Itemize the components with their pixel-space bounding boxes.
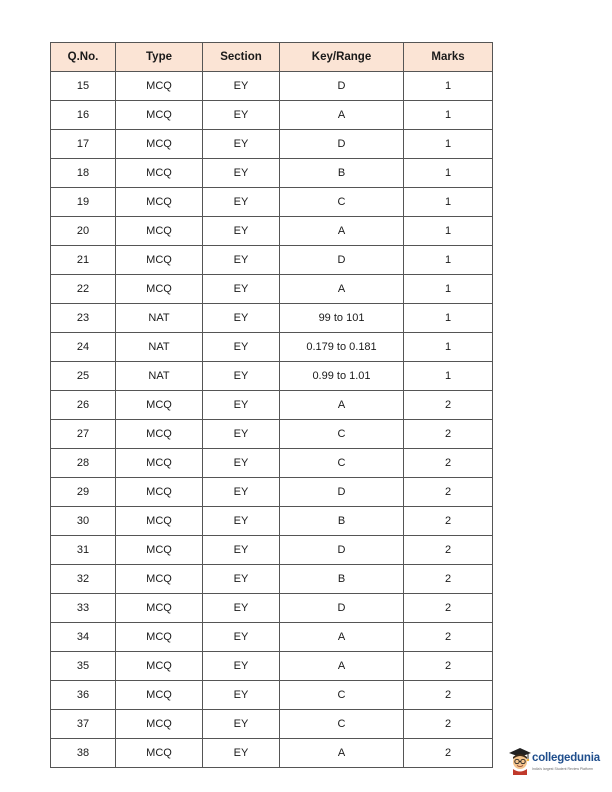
answer-key-table: [50, 42, 493, 768]
cell-marks: 1: [404, 246, 493, 275]
header-key-range: Key/Range: [280, 43, 404, 72]
cell-key-range: 0.179 to 0.181: [280, 333, 404, 362]
cell-key-range: B: [280, 565, 404, 594]
cell-section: EY: [203, 536, 280, 565]
cell-qno: 15: [51, 72, 116, 101]
cell-marks: 2: [404, 681, 493, 710]
cell-type: MCQ: [116, 565, 203, 594]
cell-key-range: C: [280, 420, 404, 449]
table-row: [51, 565, 493, 594]
logo-wordmark: collegedunia: [532, 752, 600, 764]
cell-type: MCQ: [116, 652, 203, 681]
cell-marks: 2: [404, 478, 493, 507]
cell-marks: 1: [404, 275, 493, 304]
cell-type: MCQ: [116, 681, 203, 710]
cell-section: EY: [203, 739, 280, 768]
cell-marks: 2: [404, 710, 493, 739]
header-qno: Q.No.: [51, 43, 116, 72]
table-row: [51, 391, 493, 420]
cell-qno: 37: [51, 710, 116, 739]
cell-type: NAT: [116, 304, 203, 333]
cell-section: EY: [203, 275, 280, 304]
cell-section: EY: [203, 710, 280, 739]
cell-section: EY: [203, 362, 280, 391]
cell-section: EY: [203, 681, 280, 710]
cell-qno: 17: [51, 130, 116, 159]
header-marks: Marks: [404, 43, 493, 72]
cell-qno: 29: [51, 478, 116, 507]
cell-qno: 38: [51, 739, 116, 768]
cell-marks: 1: [404, 188, 493, 217]
cell-type: MCQ: [116, 420, 203, 449]
cell-type: MCQ: [116, 101, 203, 130]
cell-type: MCQ: [116, 478, 203, 507]
cell-type: MCQ: [116, 217, 203, 246]
cell-marks: 1: [404, 72, 493, 101]
table-row: [51, 739, 493, 768]
table-row: [51, 594, 493, 623]
cell-qno: 31: [51, 536, 116, 565]
cell-section: EY: [203, 333, 280, 362]
cell-key-range: C: [280, 681, 404, 710]
cell-qno: 32: [51, 565, 116, 594]
cell-key-range: D: [280, 246, 404, 275]
table-body: [51, 72, 493, 768]
cell-marks: 1: [404, 101, 493, 130]
table-row: [51, 710, 493, 739]
table-row: [51, 449, 493, 478]
cell-section: EY: [203, 449, 280, 478]
cell-type: MCQ: [116, 594, 203, 623]
cell-marks: 2: [404, 594, 493, 623]
cell-section: EY: [203, 565, 280, 594]
cell-qno: 22: [51, 275, 116, 304]
table-row: [51, 652, 493, 681]
cell-qno: 26: [51, 391, 116, 420]
cell-type: MCQ: [116, 710, 203, 739]
cell-type: MCQ: [116, 130, 203, 159]
cell-section: EY: [203, 420, 280, 449]
cell-qno: 24: [51, 333, 116, 362]
cell-marks: 2: [404, 391, 493, 420]
table-row: [51, 507, 493, 536]
table-row: [51, 478, 493, 507]
cell-type: NAT: [116, 362, 203, 391]
cell-qno: 33: [51, 594, 116, 623]
cell-type: MCQ: [116, 623, 203, 652]
cell-section: EY: [203, 391, 280, 420]
collegedunia-logo: [507, 745, 612, 779]
cell-section: EY: [203, 478, 280, 507]
cell-qno: 28: [51, 449, 116, 478]
cell-marks: 1: [404, 130, 493, 159]
cell-section: EY: [203, 159, 280, 188]
table-row: [51, 681, 493, 710]
logo-tagline: India's largest Student Review Platform: [532, 767, 593, 771]
cell-section: EY: [203, 304, 280, 333]
cell-marks: 2: [404, 623, 493, 652]
cell-key-range: A: [280, 652, 404, 681]
table-row: [51, 159, 493, 188]
cell-qno: 21: [51, 246, 116, 275]
table-row: [51, 275, 493, 304]
cell-key-range: D: [280, 478, 404, 507]
cell-qno: 19: [51, 188, 116, 217]
cell-type: MCQ: [116, 739, 203, 768]
cell-qno: 25: [51, 362, 116, 391]
cell-qno: 23: [51, 304, 116, 333]
table-row: [51, 72, 493, 101]
cell-type: MCQ: [116, 391, 203, 420]
table-row: [51, 362, 493, 391]
cell-section: EY: [203, 72, 280, 101]
cell-marks: 2: [404, 652, 493, 681]
cell-qno: 18: [51, 159, 116, 188]
cell-section: EY: [203, 130, 280, 159]
cell-qno: 27: [51, 420, 116, 449]
cell-marks: 1: [404, 304, 493, 333]
cell-section: EY: [203, 594, 280, 623]
table-row: [51, 420, 493, 449]
cell-key-range: A: [280, 391, 404, 420]
cell-key-range: C: [280, 188, 404, 217]
cell-marks: 1: [404, 217, 493, 246]
cell-section: EY: [203, 188, 280, 217]
cell-key-range: B: [280, 507, 404, 536]
cell-type: MCQ: [116, 275, 203, 304]
cell-qno: 35: [51, 652, 116, 681]
cell-type: MCQ: [116, 449, 203, 478]
cell-key-range: A: [280, 101, 404, 130]
cell-section: EY: [203, 101, 280, 130]
cell-type: MCQ: [116, 536, 203, 565]
cell-qno: 34: [51, 623, 116, 652]
table-row: [51, 246, 493, 275]
cell-key-range: D: [280, 536, 404, 565]
cell-key-range: C: [280, 449, 404, 478]
cell-qno: 20: [51, 217, 116, 246]
cell-section: EY: [203, 652, 280, 681]
cell-type: MCQ: [116, 159, 203, 188]
cell-key-range: A: [280, 217, 404, 246]
cell-key-range: D: [280, 130, 404, 159]
cell-key-range: 99 to 101: [280, 304, 404, 333]
cell-key-range: 0.99 to 1.01: [280, 362, 404, 391]
cell-key-range: D: [280, 594, 404, 623]
cell-marks: 2: [404, 536, 493, 565]
cell-marks: 2: [404, 449, 493, 478]
cell-section: EY: [203, 217, 280, 246]
table-row: [51, 333, 493, 362]
cell-key-range: B: [280, 159, 404, 188]
cell-type: NAT: [116, 333, 203, 362]
table-row: [51, 304, 493, 333]
cell-key-range: A: [280, 275, 404, 304]
header-section: Section: [203, 43, 280, 72]
cell-type: MCQ: [116, 246, 203, 275]
table-row: [51, 101, 493, 130]
cell-marks: 1: [404, 362, 493, 391]
cell-section: EY: [203, 507, 280, 536]
cell-qno: 16: [51, 101, 116, 130]
cell-key-range: A: [280, 623, 404, 652]
cell-section: EY: [203, 623, 280, 652]
table-row: [51, 536, 493, 565]
graduate-mascot-icon: [507, 745, 533, 775]
cell-marks: 2: [404, 565, 493, 594]
header-row: [51, 43, 493, 72]
cell-type: MCQ: [116, 72, 203, 101]
table-row: [51, 188, 493, 217]
cell-qno: 30: [51, 507, 116, 536]
cell-marks: 2: [404, 739, 493, 768]
cell-marks: 1: [404, 159, 493, 188]
cell-type: MCQ: [116, 507, 203, 536]
cell-marks: 2: [404, 507, 493, 536]
cell-key-range: C: [280, 710, 404, 739]
table-row: [51, 217, 493, 246]
cell-key-range: D: [280, 72, 404, 101]
cell-marks: 2: [404, 420, 493, 449]
cell-qno: 36: [51, 681, 116, 710]
table-row: [51, 130, 493, 159]
cell-section: EY: [203, 246, 280, 275]
cell-type: MCQ: [116, 188, 203, 217]
cell-key-range: A: [280, 739, 404, 768]
table-row: [51, 623, 493, 652]
cell-marks: 1: [404, 333, 493, 362]
header-type: Type: [116, 43, 203, 72]
